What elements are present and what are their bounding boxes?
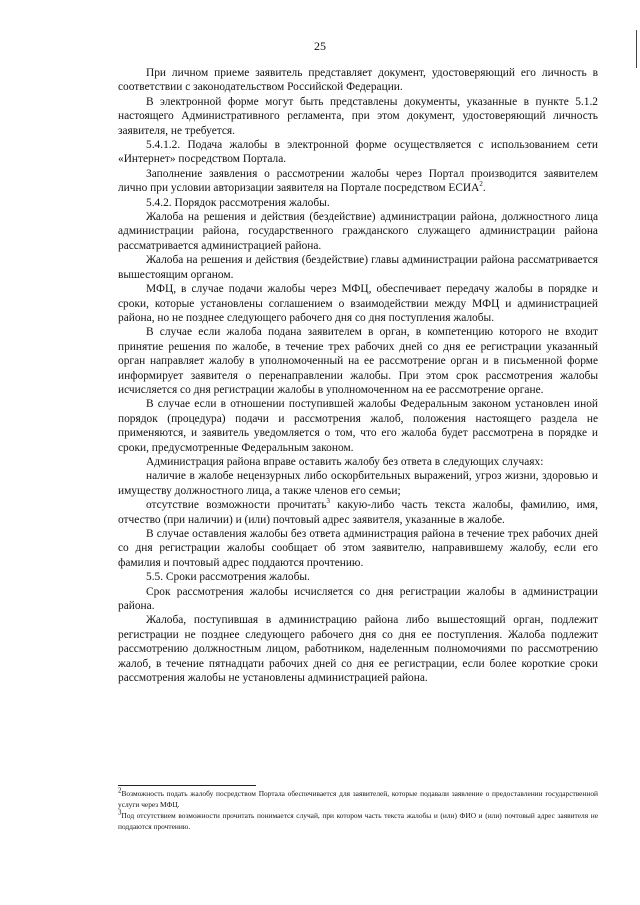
footnote <box>118 786 598 810</box>
paragraph: В случае оставления жалобы без ответа администрация района в течение трех рабочих дней со дня регистрации жалобы сообщает об этом заявителю, направившему жалобу, если его фамилия и почтовый адрес поддаются прочтению. <box>118 528 598 569</box>
paragraph: наличие в жалобе нецензурных либо оскорбительных выражений, угроз жизни, здоровью и имуществу должностного лица, а также членов его семьи; <box>118 470 598 497</box>
footnote-ref: 2 <box>479 180 483 189</box>
paragraph: Администрация района вправе оставить жалобу без ответа в следующих случаях: <box>146 455 544 468</box>
footnote-mark: 3 <box>118 808 122 817</box>
footnote-ref: 3 <box>326 497 331 506</box>
paragraph: МФЦ, в случае подачи жалобы через МФЦ, обеспечивает передачу жалобы в порядке и сроки, которые установлены соглашением о взаимодействии между МФЦ и администрацией района, но не позднее следующего рабочего дня со дня поступления жалобы. <box>118 283 598 324</box>
paragraph: Срок рассмотрения жалобы исчисляется со дня регистрации жалобы в администрации района. <box>118 585 598 613</box>
paragraph: Жалоба на решения и действия (бездействие) администрации района, должностного лица администрации района, государственного гражданского служащего администрации района рассматривается администрацией района. <box>118 211 598 252</box>
paragraph: В электронной форме могут быть представлены документы, указанные в пункте 5.1.2 настоящего Административного регламента, при этом документ, удостоверяющий личность заявителя, не требуется. <box>118 95 598 137</box>
paragraph: В случае если жалоба подана заявителем в орган, в компетенцию которого не входит принятие решения по жалобе, в течение трех рабочих дней со дня ее регистрации указанный орган направляет жалобу в уполномоченный на ее рассмотрение орган и в письменной форме информирует заявителя о перенаправлении жалобы. При этом срок рассмотрения жалобы исчисляется со дня регистрации жалобы в уполномоченном на ее рассмотрение органе. <box>118 326 598 396</box>
page-edge-mark <box>636 30 637 68</box>
paragraph: Жалоба на решения и действия (бездействие) главы администрации района рассматривается вышестоящим органом. <box>118 254 598 281</box>
document-body <box>118 66 598 685</box>
footnote-text: Возможность подать жалобу посредством Портала обеспечивается для заявителей, которые подавали заявление о предоставлении государственной услуги через МФЦ. <box>118 789 598 809</box>
paragraph: Заполнение заявления о рассмотрении жалобы через Портал производится заявителем лично при условии авторизации заявителя на Портале посредством ЕСИА$^2$. <box>118 167 598 195</box>
section-heading: 5.5. Сроки рассмотрения жалобы. <box>146 571 310 584</box>
paragraph: При личном приеме заявитель представляет документ, удостоверяющий его личность в соответствии с законодательством Российской Федерации. <box>118 67 598 94</box>
paragraph: В случае если в отношении поступившей жалобы Федеральным законом установлен иной порядок (процедура) подачи и рассмотрения жалоб, положения настоящего раздела не применяются, и заявитель уведомляется о том, что его жалоба будет рассмотрена в порядке и сроки, предусмотренные Федеральным законом. <box>118 398 598 454</box>
paragraph <box>118 498 598 527</box>
footnote-text: Под отсутствием возможности прочитать понимается случай, при котором часть текста жалобы и (или) ФИО и (или) почтовый адрес заявителя не поддаются прочтению. <box>118 811 598 831</box>
footnote-mark: 2 <box>118 786 122 795</box>
footnote-divider <box>118 785 256 786</box>
footnote <box>118 808 598 832</box>
paragraph: 5.4.1.2. Подача жалобы в электронной форме осуществляется с использованием сети «Интернет» посредством Портала. <box>118 139 598 166</box>
section-heading: 5.4.2. Порядок рассмотрения жалобы. <box>146 196 330 209</box>
footnotes <box>118 786 598 833</box>
paragraph-text: отсутствие возможности прочитать <box>146 499 327 512</box>
page-number: 25 <box>314 39 326 53</box>
paragraph-text: какую-либо часть текста жалобы, фамилию, имя, отчество (при наличии) и (или) почтовый адрес заявителя, указанные в жалобе. <box>118 499 599 526</box>
paragraph-text: Заполнение заявления о рассмотрении жалобы через Портал производится заявителем лично при условии авторизации заявителя на Портале посредством ЕСИА <box>118 167 598 195</box>
paragraph: Жалоба, поступившая в администрацию района либо вышестоящий орган, подлежит регистрации не позднее следующего рабочего дня со дня ее поступления. Жалоба подлежит рассмотрению должностным лицом, работником, наделенным полномочиями по рассмотрению жалоб, в течение пятнадцати рабочих дней со дня ее регистрации, если более короткие сроки рассмотрения жалобы не установлены администрацией района. <box>118 614 598 685</box>
